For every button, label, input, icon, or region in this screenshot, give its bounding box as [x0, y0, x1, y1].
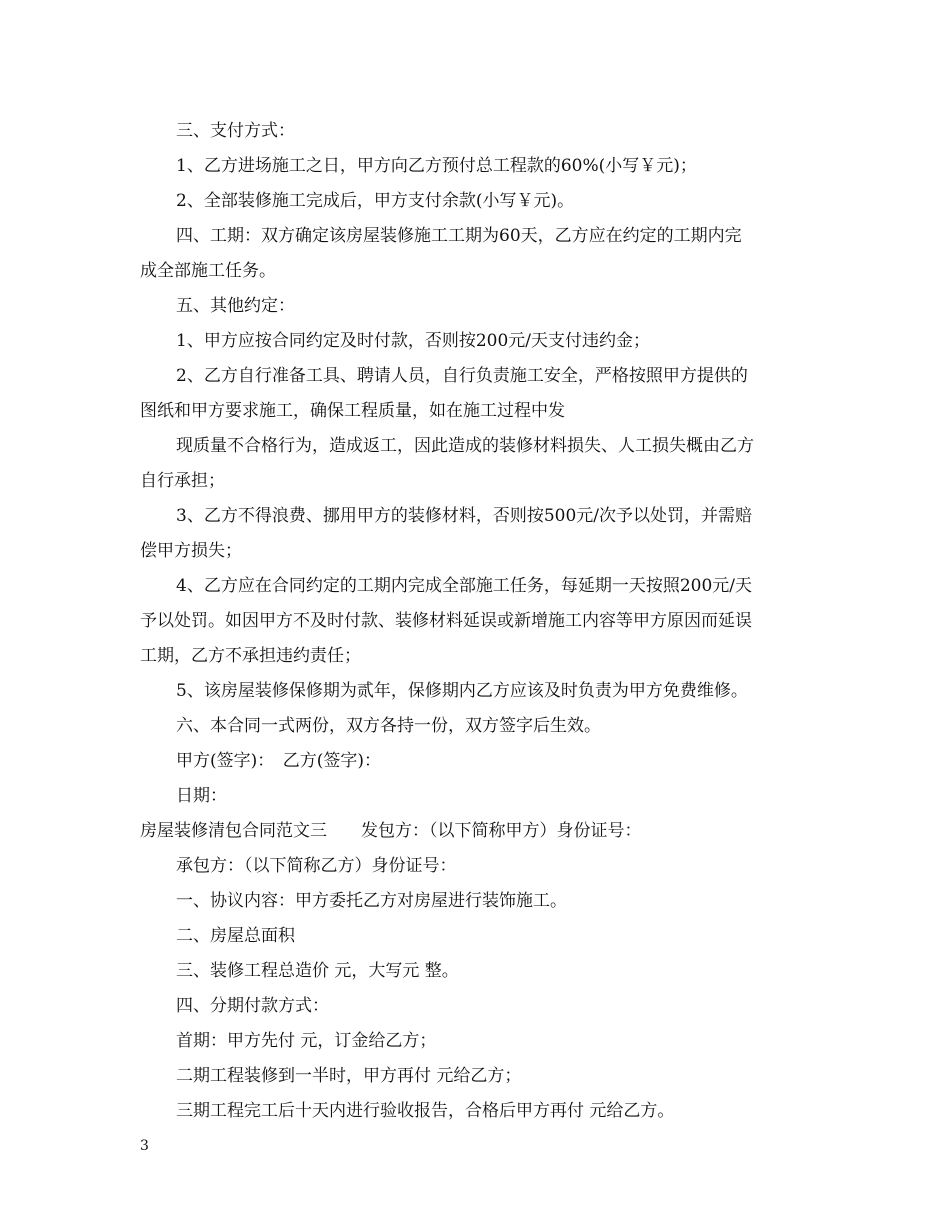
text-line: 三、装修工程总造价 元，大写元 整。	[176, 961, 459, 981]
text-line: 四、工期：双方确定该房屋装修施工工期为60天，乙方应在约定的工期内完	[176, 226, 742, 246]
text-line: 首期：甲方先付 元，订金给乙方；	[176, 1031, 437, 1051]
text-line: 一、协议内容：甲方委托乙方对房屋进行装饰施工。	[176, 891, 567, 911]
section-heading: 房屋装修清包合同范文三 发包方：（以下简称甲方）身份证号：	[140, 821, 642, 841]
text-line: 2、乙方自行准备工具、聘请人员，自行负责施工安全，严格按照甲方提供的	[176, 366, 748, 386]
text-line: 自行承担；	[140, 471, 225, 491]
text-line: 1、乙方进场施工之日，甲方向乙方预付总工程款的60%(小写￥元)；	[176, 156, 697, 176]
text-line: 成全部施工任务。	[140, 261, 276, 281]
text-line: 三期工程完工后十天内进行验收报告，合格后甲方再付 元给乙方。	[176, 1101, 675, 1121]
page-number: 3	[140, 1138, 149, 1154]
text-line: 偿甲方损失；	[140, 541, 242, 561]
text-line: 三、支付方式：	[176, 121, 295, 141]
text-line: 四、分期付款方式：	[176, 996, 329, 1016]
text-line: 1、甲方应按合同约定及时付款，否则按200元/天支付违约金；	[176, 331, 650, 351]
text-line: 承包方：（以下简称乙方）身份证号：	[176, 856, 457, 876]
text-line: 现质量不合格行为，造成返工，因此造成的装修材料损失、人工损失概由乙方	[176, 436, 754, 456]
text-line: 五、其他约定：	[176, 296, 295, 316]
text-line: 2、全部装修施工完成后，甲方支付余款(小写￥元)。	[176, 191, 575, 211]
text-line: 4、乙方应在合同约定的工期内完成全部施工任务，每延期一天按照200元/天	[176, 576, 752, 596]
text-line: 5、该房屋装修保修期为贰年，保修期内乙方应该及时负责为甲方免费维修。	[176, 681, 748, 701]
text-line: 3、乙方不得浪费、挪用甲方的装修材料，否则按500元/次予以处罚，并需赔	[176, 506, 752, 526]
text-line: 图纸和甲方要求施工，确保工程质量，如在施工过程中发	[140, 401, 565, 421]
text-line: 予以处罚。如因甲方不及时付款、装修材料延误或新增施工内容等甲方原因而延误	[140, 611, 752, 631]
text-line: 二、房屋总面积	[176, 926, 295, 946]
date-line: 日期：	[176, 786, 227, 806]
text-line: 二期工程装修到一半时，甲方再付 元给乙方；	[176, 1066, 522, 1086]
text-line: 六、本合同一式两份，双方各持一份，双方签字后生效。	[176, 716, 601, 736]
text-line: 工期，乙方不承担违约责任；	[140, 646, 361, 666]
signature-line: 甲方(签字)： 乙方(签字)：	[176, 751, 382, 771]
